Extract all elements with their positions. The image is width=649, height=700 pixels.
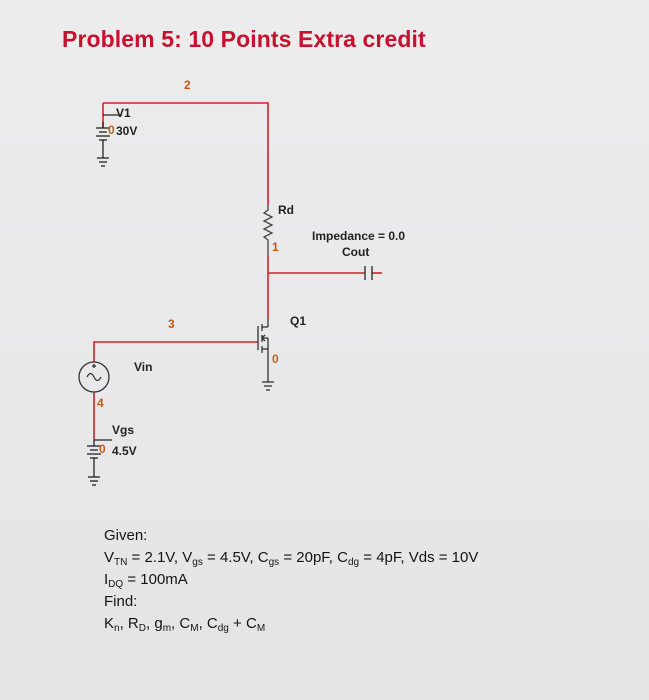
vgs-name-label: Vgs bbox=[112, 423, 135, 437]
v1-value-label: 30V bbox=[116, 124, 138, 138]
node-1-label: 1 bbox=[272, 240, 279, 254]
given-text-fragment: n bbox=[114, 623, 120, 634]
rd-resistor[interactable] bbox=[264, 205, 272, 255]
given-section bbox=[104, 525, 478, 635]
given-text-fragment: dg bbox=[217, 623, 229, 634]
given-text-fragment: R bbox=[127, 615, 139, 632]
vin-name-label: Vin bbox=[134, 360, 153, 374]
cout-name-label: Cout bbox=[342, 245, 370, 259]
given-text-fragment: = 4.5V, bbox=[202, 549, 258, 566]
given-heading: Given: bbox=[104, 527, 148, 544]
given-text-fragment: , bbox=[119, 615, 128, 632]
given-text-fragment: V bbox=[182, 549, 193, 566]
wire-vin-to-gate bbox=[94, 342, 258, 362]
find-heading: Find: bbox=[104, 593, 138, 610]
given-text-fragment: , bbox=[146, 615, 155, 632]
given-text-fragment: K bbox=[104, 615, 115, 632]
vgs-node-label: 0 bbox=[99, 442, 106, 456]
given-line-1 bbox=[104, 547, 478, 569]
node-0-label: 0 bbox=[272, 352, 279, 366]
given-text-fragment: dg bbox=[348, 557, 360, 568]
given-text-fragment: DQ bbox=[108, 579, 124, 590]
given-text-fragment: = 100mA bbox=[123, 571, 188, 588]
v1-node-label: 0 bbox=[108, 123, 115, 137]
cout-capacitor[interactable] bbox=[365, 266, 372, 280]
given-line-2 bbox=[104, 569, 478, 591]
vgs-value-label: 4.5V bbox=[112, 444, 137, 458]
given-text-fragment: gs bbox=[268, 557, 280, 568]
wires bbox=[94, 103, 382, 440]
given-text-fragment: TN bbox=[114, 557, 128, 568]
given-text-fragment: C bbox=[179, 615, 191, 632]
given-text-fragment: g bbox=[154, 615, 163, 632]
node-3-label: 3 bbox=[168, 317, 175, 331]
given-text-fragment: M bbox=[256, 623, 266, 634]
rd-name-label: Rd bbox=[278, 203, 294, 217]
given-text-fragment: m bbox=[162, 623, 172, 634]
find-line bbox=[104, 613, 478, 635]
given-text-fragment: C bbox=[257, 549, 269, 566]
given-text-fragment: = 20pF, bbox=[279, 549, 338, 566]
given-text-fragment: D bbox=[138, 623, 146, 634]
given-text-fragment: , bbox=[171, 615, 180, 632]
given-text-fragment: M bbox=[190, 623, 199, 634]
node-4-label: 4 bbox=[97, 396, 104, 410]
given-text-fragment: I bbox=[104, 571, 109, 588]
node-2-label: 2 bbox=[184, 78, 191, 92]
given-text-fragment: = 2.1V, bbox=[127, 549, 183, 566]
q1-name-label: Q1 bbox=[290, 314, 307, 328]
given-text-fragment: = 4pF, Vds = 10V bbox=[359, 549, 479, 566]
given-text-fragment: , bbox=[198, 615, 207, 632]
vin-source[interactable] bbox=[79, 362, 109, 392]
given-text-fragment: V bbox=[104, 549, 115, 566]
impedance-label: Impedance = 0.0 bbox=[312, 229, 406, 243]
page-title: Problem 5: 10 Points Extra credit bbox=[62, 26, 426, 52]
given-text-fragment: C bbox=[337, 549, 348, 566]
given-text-fragment: + bbox=[228, 615, 246, 632]
given-text-fragment: gs bbox=[192, 557, 203, 568]
v1-name-label: V1 bbox=[116, 106, 131, 120]
given-text-fragment: C bbox=[245, 615, 257, 632]
given-text-fragment: C bbox=[206, 615, 218, 632]
